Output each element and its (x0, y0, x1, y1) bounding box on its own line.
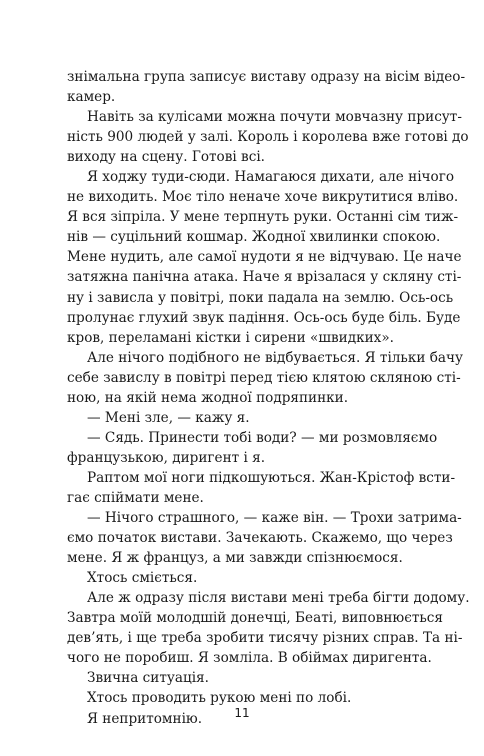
text-line: себе завислу в повітрі перед тією клятою скляною сті- (67, 369, 461, 386)
text-line: Звична ситуація. (87, 670, 209, 687)
body-text (67, 67, 470, 729)
text-line: — Мені зле, — кажу я. (87, 409, 250, 426)
text-line: Я ходжу туди-сюди. Намагаюся дихати, але нічого (87, 169, 455, 186)
text-line: Я вся зіпріла. У мене терпнуть руки. Останні сім тиж- (67, 209, 459, 226)
text-line: затяжна панічна атака. Наче я врізалася у скляну сті- (67, 269, 462, 286)
page-number: 11 (234, 706, 250, 720)
text-line: нів — суцільний кошмар. Жодної хвилинки спокою. (67, 229, 441, 246)
text-line: Навіть за кулісами можна почути мовчазну присут- (87, 109, 462, 126)
text-line: кров, переламані кістки і сирени «швидких». (67, 329, 394, 346)
text-line: — Сядь. Принести тобі води? — ми розмовляємо (87, 429, 438, 446)
text-line: французькою, диригент і я. (67, 449, 266, 466)
text-line: Раптом мої ноги підкошуються. Жан-Крістоф всти- (87, 469, 456, 486)
text-line: дев’ять, і ще треба зробити тисячу різних справ. Та ні- (67, 630, 463, 647)
text-line: мене. Я ж француз, а ми завжди спізнюємося. (67, 550, 403, 567)
text-line: гає спіймати мене. (67, 489, 204, 506)
text-line: камер. (67, 89, 116, 106)
text-line: пролунає глухий звук падіння. Ось-ось буде біль. Буде (67, 309, 461, 326)
text-line: Хтось сміється. (87, 570, 198, 587)
text-line: ність 900 людей у залі. Король і королева вже готові до (67, 129, 469, 146)
text-line: ною, на якій нема жодної подряпинки. (67, 389, 349, 406)
text-line: Але нічого подібного не відбувається. Я тільки бачу (87, 349, 463, 366)
text-line: чого не поробиш. Я зомліла. В обіймах диригента. (67, 650, 432, 667)
text-line: знімальна група записує виставу одразу на вісім відео- (67, 69, 466, 85)
text-line: не виходить. Моє тіло неначе хоче викрутитися вліво. (67, 189, 459, 206)
text-line: Але ж одразу після вистави мені треба бігти додому. (87, 590, 470, 607)
text-line: Я непритомнію. (87, 710, 203, 727)
text-line: ну і зависла у повітрі, поки падала на землю. Ось-ось (67, 289, 454, 306)
text-line: ємо початок вистави. Зачекають. Скажемо, що через (67, 530, 453, 547)
text-line: виходу на сцену. Готові всі. (67, 149, 265, 166)
text-line: Мене нудить, але самої нудоти я не відчуваю. Це наче (67, 249, 462, 266)
text-line: Завтра моїй молодшій донечці, Беаті, виповнюється (67, 610, 443, 627)
text-line: Хтось проводить рукою мені по лобі. (87, 690, 352, 707)
text-line: — Нічого страшного, — каже він. — Трохи затрима- (87, 510, 462, 527)
